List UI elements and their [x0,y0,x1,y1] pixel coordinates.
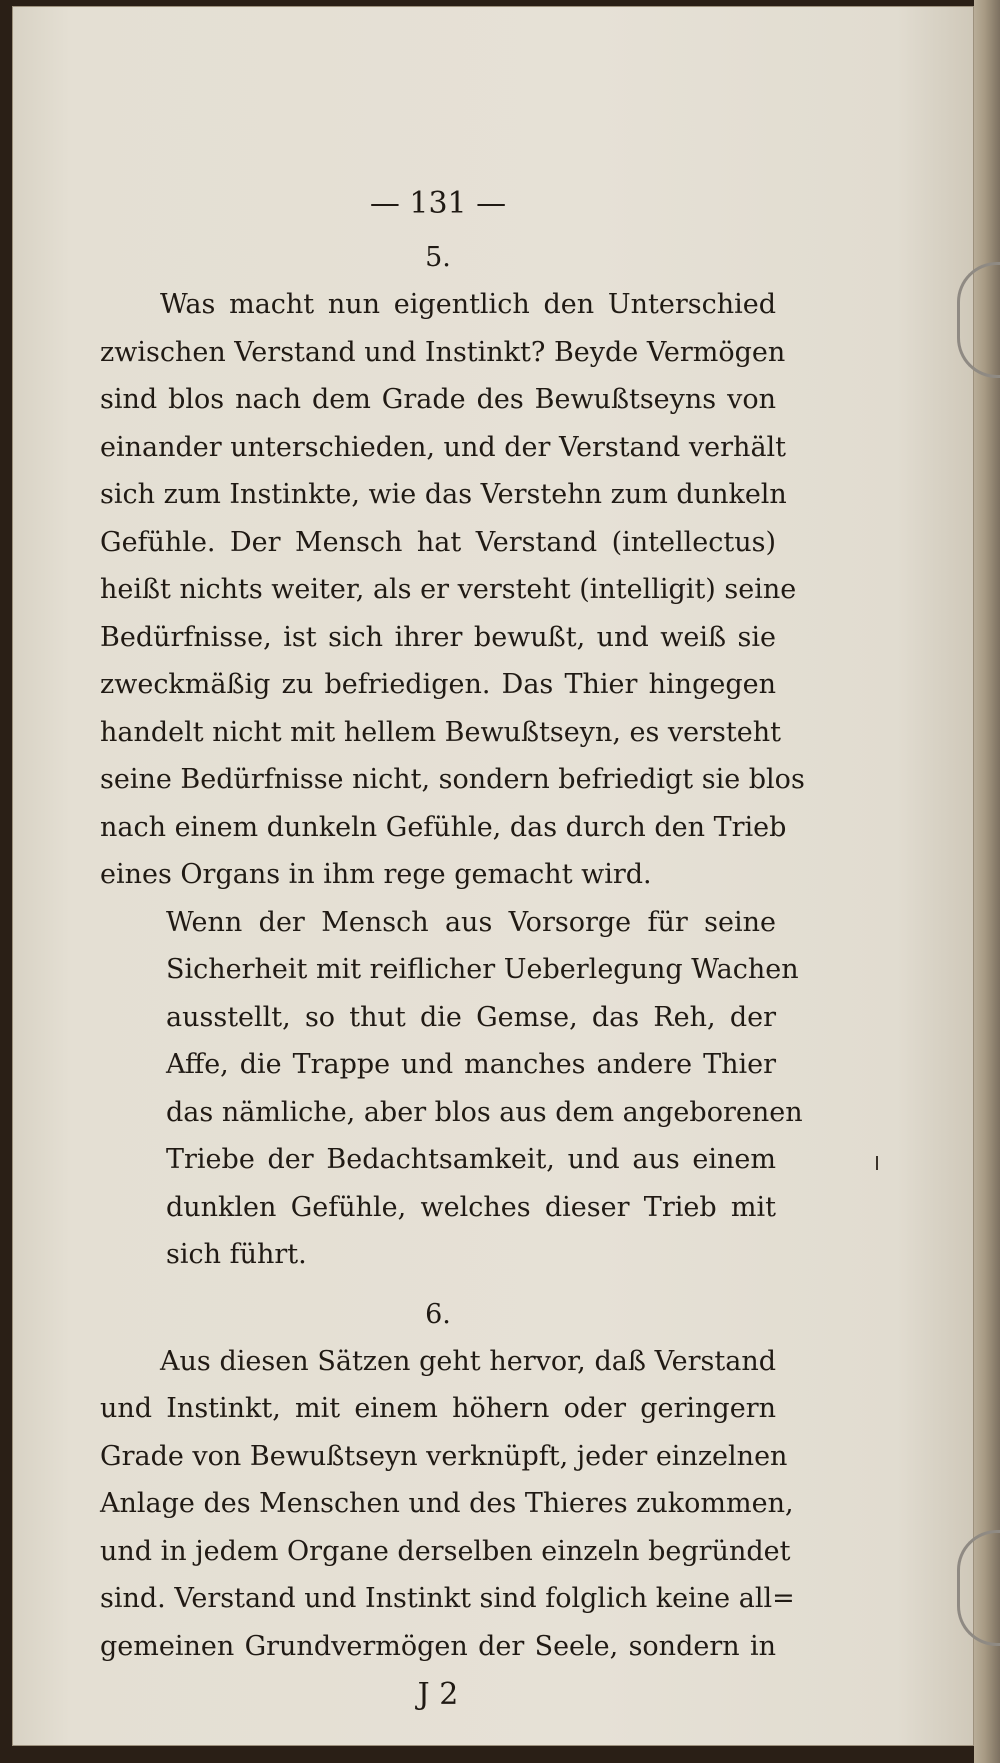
text-line: Triebe der Bedachtsamkeit, und aus einem [166,1144,776,1175]
text-line: und Instinkt, mit einem höhern oder geringern [100,1393,776,1424]
text-line: Gefühle. Der Mensch hat Verstand (intellectus) [100,526,776,558]
text-line: Was macht nun eigentlich den Unterschied [160,289,776,320]
text-line: heißt nichts weiter, als er versteht (intelligit) seine [100,574,797,605]
text-line: seine Bedürfnisse nicht, sondern befriedigt sie blos [100,764,805,795]
text-line: Wenn der Mensch aus Vorsorge für seine [166,906,776,938]
ink-speck [876,1156,878,1170]
text-line: dunklen Gefühle, welches dieser Trieb mit [166,1191,776,1223]
text-line: Grade von Bewußtseyn verknüpft, jeder einzelnen [100,1440,788,1472]
section-number-6: 6. [425,1298,451,1330]
text-line: Aus diesen Sätzen geht hervor, daß Verstand [160,1345,776,1377]
text-line: handelt nicht mit hellem Bewußtseyn, es versteht [100,716,781,748]
text-line: nach einem dunkeln Gefühle, das durch den Trieb [100,811,787,843]
page-number: — 131 — [369,186,507,221]
indented-paragraph [100,899,803,1279]
text-line: Anlage des Menschen und des Thieres zukommen, [100,1488,794,1519]
text-line: sind blos nach dem Grade des Bewußtseyns von [100,384,776,415]
text-line: einander unterschieden, und der Verstand verhält [100,431,787,463]
signature-mark: J 2 [417,1677,459,1712]
text-line: zwischen Verstand und Instinkt? Beyde Vermögen [100,336,786,368]
text-line: gemeinen Grundvermögen der Seele, sondern in [100,1630,776,1662]
paragraph [100,281,805,899]
spacer [100,1279,776,1291]
section-number-5: 5. [425,242,451,273]
text-line: ausstellt, so thut die Gemse, das Reh, der [166,1001,776,1033]
paragraph [100,1338,795,1671]
text-line: sind. Verstand und Instinkt sind folglich keine all= [100,1583,795,1614]
page-clip-top [957,262,1000,378]
text-line: eines Organs in ihm rege gemacht wird. [100,859,652,890]
paper-page [12,6,974,1746]
page-text-block [100,174,805,1720]
text-line: sich zum Instinkte, wie das Verstehn zum dunkeln [100,479,787,510]
page-clip-bottom [957,1530,1000,1646]
text-line: Sicherheit mit reiflicher Ueberlegung Wachen [166,954,799,985]
text-line: Bedürfnisse, ist sich ihrer bewußt, und weiß sie [100,621,776,653]
text-line: zweckmäßig zu befriedigen. Das Thier hingegen [100,669,776,700]
text-line: sich führt. [166,1239,307,1270]
text-line: und in jedem Organe derselben einzeln begründet [100,1535,791,1567]
text-line: Affe, die Trappe und manches andere Thier [166,1049,776,1080]
text-line: das nämliche, aber blos aus dem angeborenen [166,1096,803,1128]
